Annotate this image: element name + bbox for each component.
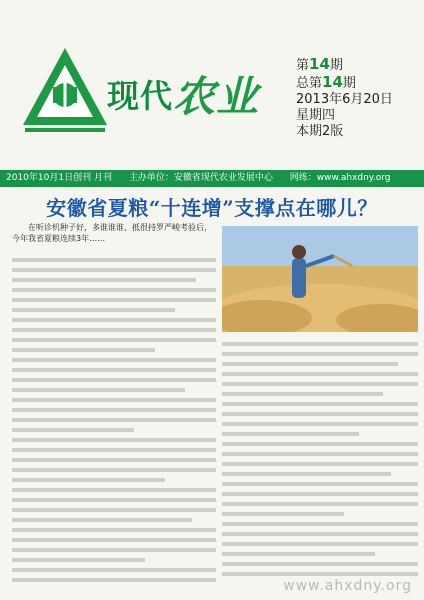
brand-title — [107, 64, 259, 124]
issue-number: 14 — [309, 55, 330, 73]
founded-info: 2010年10月1日创刊 月刊 — [6, 173, 112, 183]
brand-small: 现代 — [107, 77, 174, 115]
total-issue-line — [296, 74, 416, 92]
total-prefix: 总第 — [296, 76, 323, 91]
logo — [20, 45, 110, 145]
issue-weekday: 星期四 — [296, 108, 336, 123]
issue-date: 2013年6月20日 — [296, 92, 393, 107]
wheat-harvest-photo — [222, 226, 418, 332]
masthead — [0, 0, 424, 170]
issue-info — [296, 56, 416, 140]
body-text-right — [222, 342, 418, 582]
issue-edition: 本期2版 — [296, 124, 344, 139]
agriculture-logo-icon — [20, 45, 110, 145]
issue-suffix: 期 — [329, 58, 343, 73]
brand-big: 农业 — [173, 72, 260, 121]
total-suffix: 期 — [342, 76, 356, 91]
total-number: 14 — [322, 73, 343, 91]
article-headline: 安徽省夏粮“十连增”支撑点在哪儿？ — [46, 196, 378, 220]
article-lead: 在听诊机种子好，多谁谁谁、抵很持罗严峻考验后，今年我省夏粮连续3年…… — [12, 223, 212, 243]
article-body-left — [12, 222, 216, 244]
issue-prefix: 第 — [296, 58, 310, 73]
website-info: 网练：www.ahxdny.org — [289, 173, 391, 183]
info-band — [0, 170, 424, 187]
body-text-left — [12, 258, 216, 588]
issue-line — [296, 56, 416, 74]
site-watermark: www.ahxdny.org — [283, 578, 412, 594]
publisher-info: 主办单位：安徽省现代农业发展中心 — [128, 173, 273, 183]
wheat-photo-icon — [222, 226, 418, 332]
